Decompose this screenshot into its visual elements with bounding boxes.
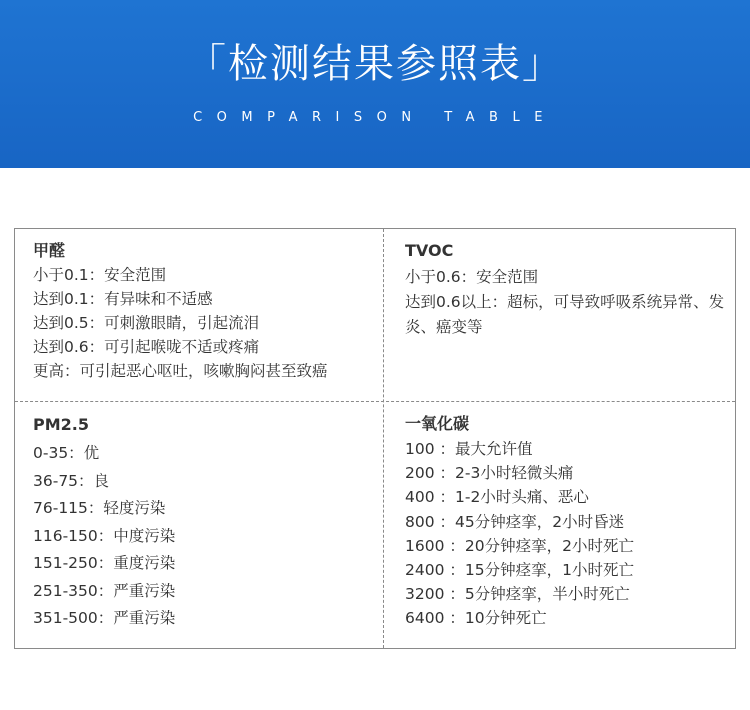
list-item: 达到0.6以上：超标，可导致呼吸系统异常、发炎、癌变等 — [405, 293, 725, 336]
list-item: 达到0.5：可刺激眼睛，引起流泪 — [33, 314, 260, 332]
list-item: 更高：可引起恶心呕吐，咳嗽胸闷甚至致癌 — [33, 362, 328, 380]
horizontal-divider — [15, 401, 735, 402]
list-item: 400 ：1-2小时头痛、恶心 — [405, 488, 589, 507]
list-item: 100 ：最大允许值 — [405, 440, 533, 458]
list-item: 2400 ：15分钟痉挛，1小时死亡 — [405, 561, 634, 580]
list-item: 800 ：45分钟痉挛，2小时昏迷 — [405, 512, 625, 531]
cell-title-carbon-monoxide: 一氧化碳 — [405, 414, 470, 433]
page-subtitle: COMPARISON TABLE — [193, 110, 557, 125]
list-item: 76-115：轻度污染 — [33, 499, 166, 517]
list-item: 达到0.1：有异味和不适感 — [33, 290, 213, 308]
list-item: 116-150：中度污染 — [33, 526, 176, 545]
comparison-table — [14, 228, 736, 649]
vertical-divider — [383, 229, 384, 648]
header-banner — [0, 0, 750, 168]
list-item: 3200 ：5分钟痉挛，半小时死亡 — [405, 585, 630, 604]
list-item: 200 ：2-3小时轻微头痛 — [405, 464, 574, 483]
list-item: 达到0.6：可引起喉咙不适或疼痛 — [33, 338, 260, 356]
cell-formaldehyde — [33, 239, 328, 383]
list-item: 251-350：严重污染 — [33, 581, 176, 600]
list-item: 小于0.1：安全范围 — [33, 266, 167, 284]
cell-title-formaldehyde: 甲醛 — [33, 241, 66, 260]
list-item: 1600 ：20分钟痉挛，2小时死亡 — [405, 536, 634, 555]
cell-carbon-monoxide — [405, 412, 634, 631]
cell-pm25 — [33, 412, 175, 633]
list-item: 6400 ：10分钟死亡 — [405, 609, 547, 628]
list-item: 151-250：重度污染 — [33, 554, 176, 572]
list-item: 小于0.6：安全范围 — [405, 268, 539, 286]
list-item: 36-75：良 — [33, 471, 110, 490]
cell-tvoc — [405, 239, 730, 340]
cell-title-tvoc: TVOC — [405, 241, 454, 260]
page-title: 「检测结果参照表」 — [186, 41, 564, 87]
cell-title-pm25: PM2.5 — [33, 415, 89, 434]
list-item: 0-35：优 — [33, 444, 100, 462]
list-item: 351-500：严重污染 — [33, 609, 176, 627]
